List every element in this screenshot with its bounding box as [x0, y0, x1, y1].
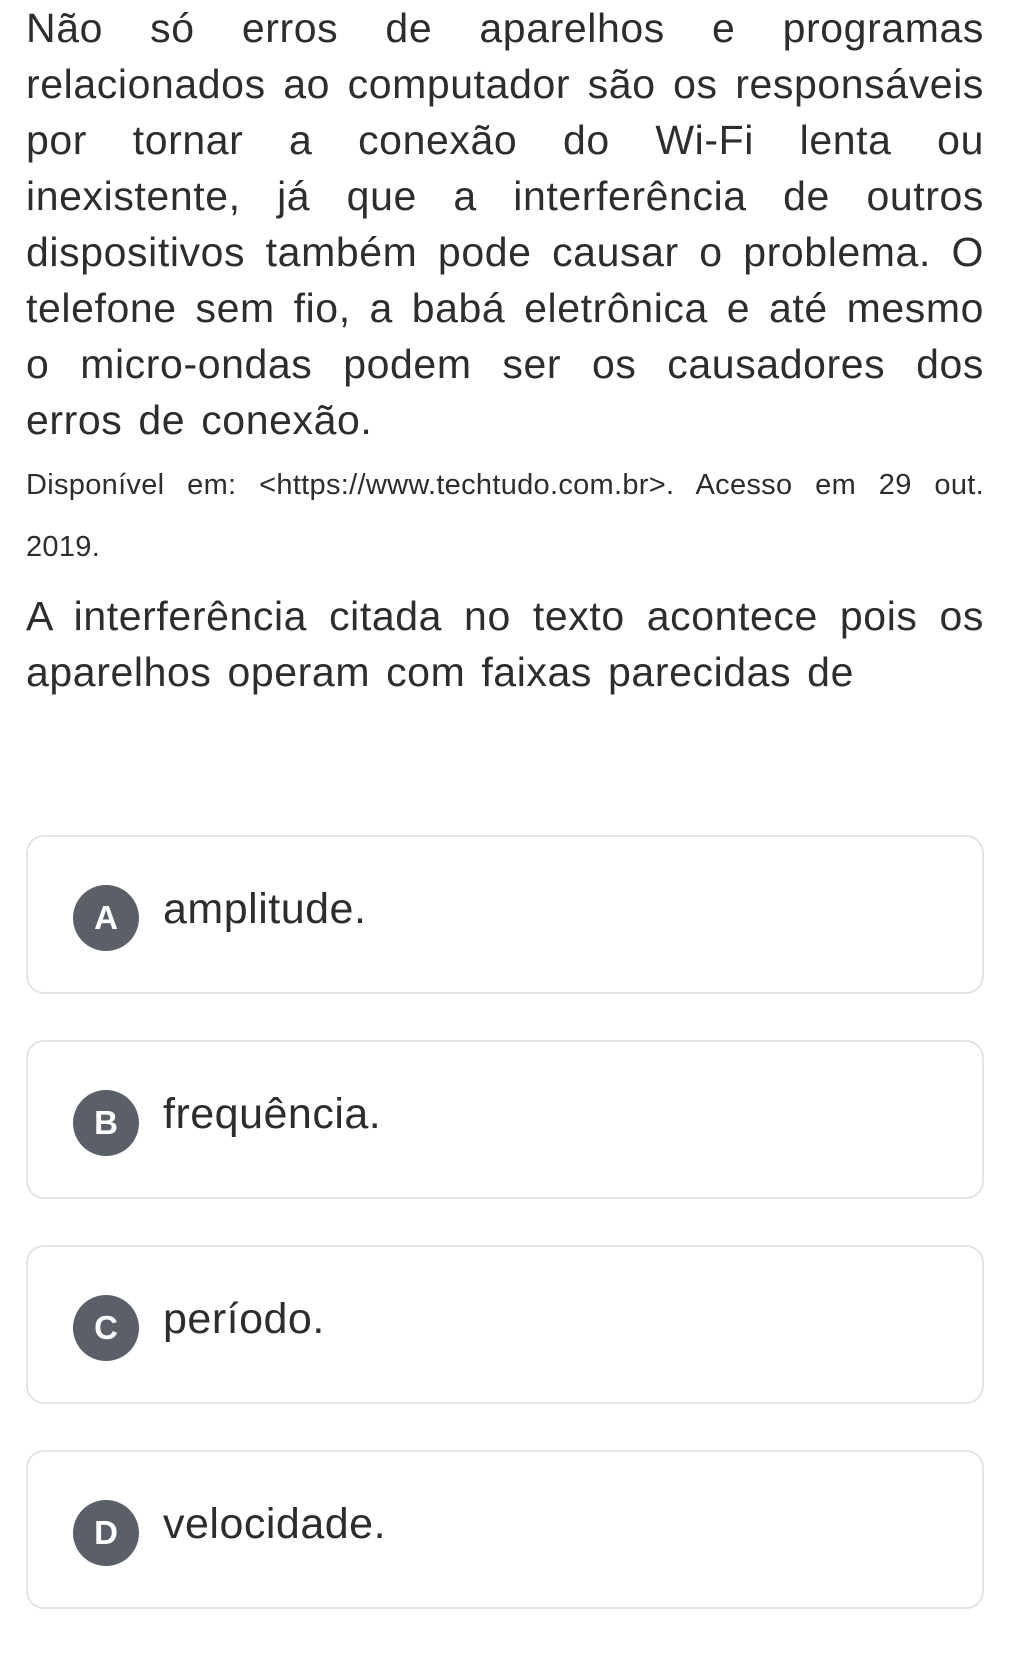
answer-options: [26, 835, 984, 1655]
option-letter-badge: C: [73, 1295, 139, 1361]
option-label: velocidade.: [163, 1500, 387, 1548]
option-b[interactable]: [26, 1040, 984, 1199]
option-letter-badge: D: [73, 1500, 139, 1566]
question-prompt: A interferência citada no texto acontece pois os aparelhos operam com faixas parecidas de: [26, 593, 984, 695]
option-label: período.: [163, 1295, 325, 1343]
option-c[interactable]: [26, 1245, 984, 1404]
source-citation: Disponível em: <https://www.techtudo.com.br>. Acesso em 29 out. 2019.: [26, 469, 984, 563]
option-label: amplitude.: [163, 885, 367, 933]
option-label: frequência.: [163, 1090, 382, 1138]
option-letter-badge: A: [73, 885, 139, 951]
option-letter-badge: B: [73, 1090, 139, 1156]
passage-text: Não só erros de aparelhos e programas relacionados ao computador são os responsáveis por tornar a conexão do Wi-Fi lenta ou inexistente, já que a interferência de outros dispositivos também pode causar o problema. O telefone sem fio, a babá eletrônica e até mesmo o micro-ondas podem ser os causadores dos erros de conexão.: [26, 5, 984, 443]
option-d[interactable]: [26, 1450, 984, 1609]
question-content: [26, 0, 984, 700]
option-a[interactable]: [26, 835, 984, 994]
